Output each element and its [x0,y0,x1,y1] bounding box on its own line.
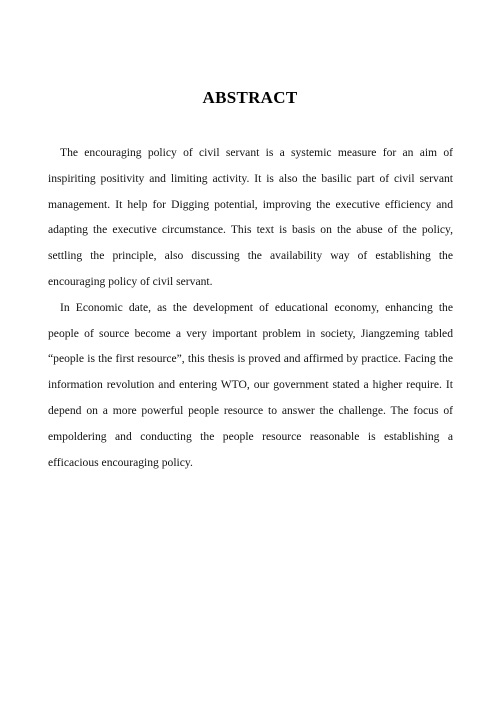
abstract-paragraph-1: The encouraging policy of civil servant is a systemic measure for an aim of inspiriting positivity and limiting activity. It is also the basilic part of civil servant management. It help for Digging potential, improving the executive efficiency and adapting the executive circumstance. This text is basis on the abuse of the policy, settling the principle, also discussing the availability way of establishing the encouraging policy of civil servant. [48,146,453,288]
abstract-body [48,140,453,475]
abstract-paragraph-2: In Economic date, as the development of educational economy, enhancing the people of source become a very important problem in society, Jiangzeming tabled “people is the first resource”, this thesis is proved and affirmed by practice. Facing the information revolution and entering WTO, our government stated a higher require. It depend on a more powerful people resource to answer the challenge. The focus of empoldering and conducting the people resource reasonable is establishing a efficacious encouraging policy. [48,300,453,469]
abstract-title: ABSTRACT [202,88,298,107]
